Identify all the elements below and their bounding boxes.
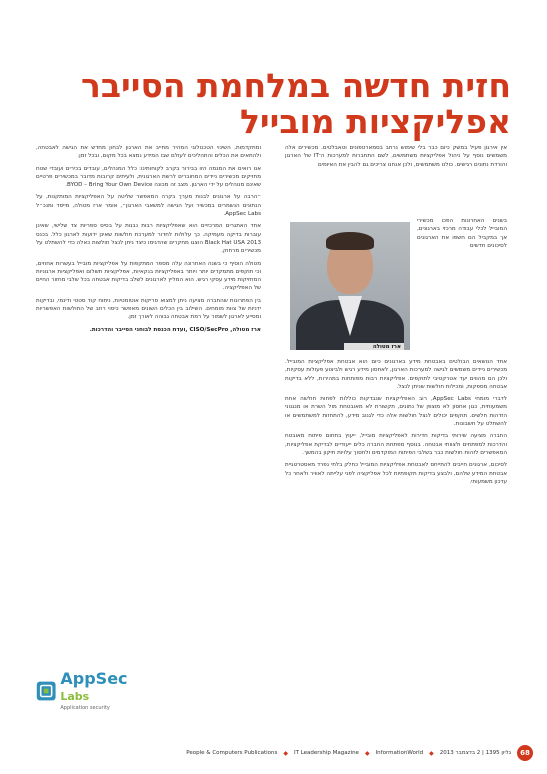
- photo-caption: ארז מטולה: [344, 343, 404, 351]
- shield-logo-icon: [36, 678, 56, 704]
- paragraph: בין הפתרונות שהחברה מציעה ניתן למצוא סריקות אוטומטיות, ניתוח קוד סטטי ודינמי, ובדיקות ידניות של צוות מומחים. השילוב בין הכלים השונים מאפשר כיסוי רחב של החולשות האפשריות ומסייע לארגון לשמור על רמת אבטחה גבוהה לאורך זמן.: [36, 297, 261, 321]
- article-lead: אין אירגון פעיל במשק כיום כבר בלי שימוש נרחב בסמארטפונים וטאבלטים. מכשירים אלה משמשים נוסף על ניהול אפליקציות משתמשים, לשם התחברות למערכות ה־IT של הארגון והורדת נתונים רגישים. כולנו משתמשים, ולכן אנחנו צריכים גם להבין את האיומים: [285, 145, 507, 168]
- author-photo: [290, 222, 410, 350]
- paragraph: החברה מציעה שירותי בדיקות חדירות לאפליקציות מובייל, ייעוץ בתחום פיתוח מאובטח והדרכות למפתחים ולצוותי אבטחה. בנוסף מפתחת החברה כלים ייעודיים לבדיקת אפליקציות, המאפשרים לזהות חולשות כבר בשלבי הפיתוח המוקדמים ולחסוך עלויות תיקון בהמשך.: [285, 433, 507, 456]
- bullet-icon: ◆: [364, 749, 370, 757]
- paragraph: ״הרבה על ארגונים לבנות מערך בקרה המאפשר שליטה על האפליקציות המותקנות, על הנתונים הנשמרים במכשיר ועל הגישה למשאבי הארגון״, אומר ארז מטולה, מייסד ומנכ״ל AppSec Labs.: [36, 194, 261, 218]
- footer-issue: גליון 1395 | 2 בדצמבר 2013: [439, 750, 511, 756]
- author-note: ארז מטולה, CISO/SecPro ,ועדת הכנסת לבוחני הסייבר והדרכות.: [89, 326, 261, 333]
- appsec-labs-logo: [36, 669, 140, 711]
- paragraph: אחד האתגרים המרכזיים הוא שאפליקציות רבות נבנות על בסיס ספריות צד שלישי, שאינן עוברות בדיקה מעמיקה. כך עלולות לחדור למערכת חולשות שאינן ידועות לארגון כלל. בכנס Black Hat USA 2013 הוצגו מחקרים שהדגימו כיצד ניתן לנצל חולשות כאלה כדי להשתלט על מכשירים מרחוק.: [36, 223, 261, 255]
- paragraph: אחד הנושאים הבולטים באבטחת מידע בארגונים כיום הוא אבטחת אפליקציות המובייל. מכשירים ניידים משמשים לגישה למערכות הארגון, לאחסון מידע רגיש ולביצוע פעולות עסקיות, ולכן הם מהווים יעד אטרקטיבי לתוקפים. אפליקציות רבות מפותחות במהירות, ללא בדיקות אבטחה מספקות, ומכילות חולשות שניתן לנצל.: [285, 359, 507, 390]
- paragraph: מטולה הוסיף כי בשנה האחרונה עלה מספר המתקפות על אפליקציות מובייל בעשרות אחוזים, וכי תוקפים מתמקדים יותר ויותר באפליקציות בנקאיות, אפליקציות תשלום ואפליקציות ארגוניות המחזיקות מידע עסקי רגיש. הוא המליץ לארגונים לשלב בדיקות אבטחה בכל שלבי מחזור החיים של האפליקציה.: [36, 260, 261, 292]
- lead-continuation: בשנים האחרונות הפכו מכשירי המובייל לכלי עבודה מרכזי בארגונים, אך במקביל הם חשפו את הארגונים לסיכונים חדשים: [417, 218, 507, 249]
- paragraph: לדברי מומחי AppSec Labs, רוב האפליקציות שנבדקות כוללות לפחות חולשה אחת משמעותית, כגון אחסון לא מוצפן של נתונים, תקשורת לא מאובטחת מול השרת או מנגנוני הזדהות חלשים. תוקפים יכולים לנצל חולשות אלה כדי לגנוב מידע, להתחזות למשתמשים או להשתלט על חשבונות.: [285, 396, 507, 428]
- article-headline: חזית חדשה במלחמת הסייבר אפליקציות מובייל: [81, 66, 511, 141]
- bullet-icon: ◆: [429, 749, 434, 757]
- paragraph: לסיכום, ארגונים חייבים להתייחס לאבטחת אפליקציות המובייל כחלק בלתי נפרד מאסטרטגיית אבטחת המידע שלהם, ולבצע בדיקות תקופתיות לכל אפליקציה לפני עלייתה לאוויר ולאחר כל עדכון משמעותי.: [285, 462, 507, 485]
- paragraph: אנו רואים את המגמה הזו בבירור בקרב לקוחותינו: כלל המנהלים, עובדים בכירים ועובדי שטח מחזיקים מכשירים ניידים המחוברים לרשת הארגונית, ולעיתים קרובות מדובר במכשירים פרטיים שאינם מנוהלים על ידי הארגון. מצב זה מכונה BYOD – Bring Your Own Device.: [36, 165, 261, 189]
- page-footer: [0, 745, 547, 761]
- paragraph: ומתקדמות, השינוי הטכנולוגי המהיר מחייב את הארגון לבחון מחדש את הגישה לאבטחה, ולהתאים את הכלים והתהליכים לעולם שבו המידע נמצא בכל מקום, ובכל זמן.: [36, 145, 261, 160]
- article-column-left: [36, 144, 261, 338]
- article-column-right: [285, 358, 507, 490]
- bullet-icon: ◆: [283, 749, 288, 757]
- footer-publisher: People & Computers Publications: [186, 750, 278, 756]
- footer-site: InformationWorld: [375, 750, 424, 756]
- logo-tagline: Application security: [60, 705, 110, 711]
- logo-name: AppSec: [60, 669, 128, 688]
- page-number: 68: [517, 745, 533, 761]
- footer-magazine: IT Leadership Magazine: [293, 750, 359, 756]
- logo-sub: Labs: [60, 690, 90, 703]
